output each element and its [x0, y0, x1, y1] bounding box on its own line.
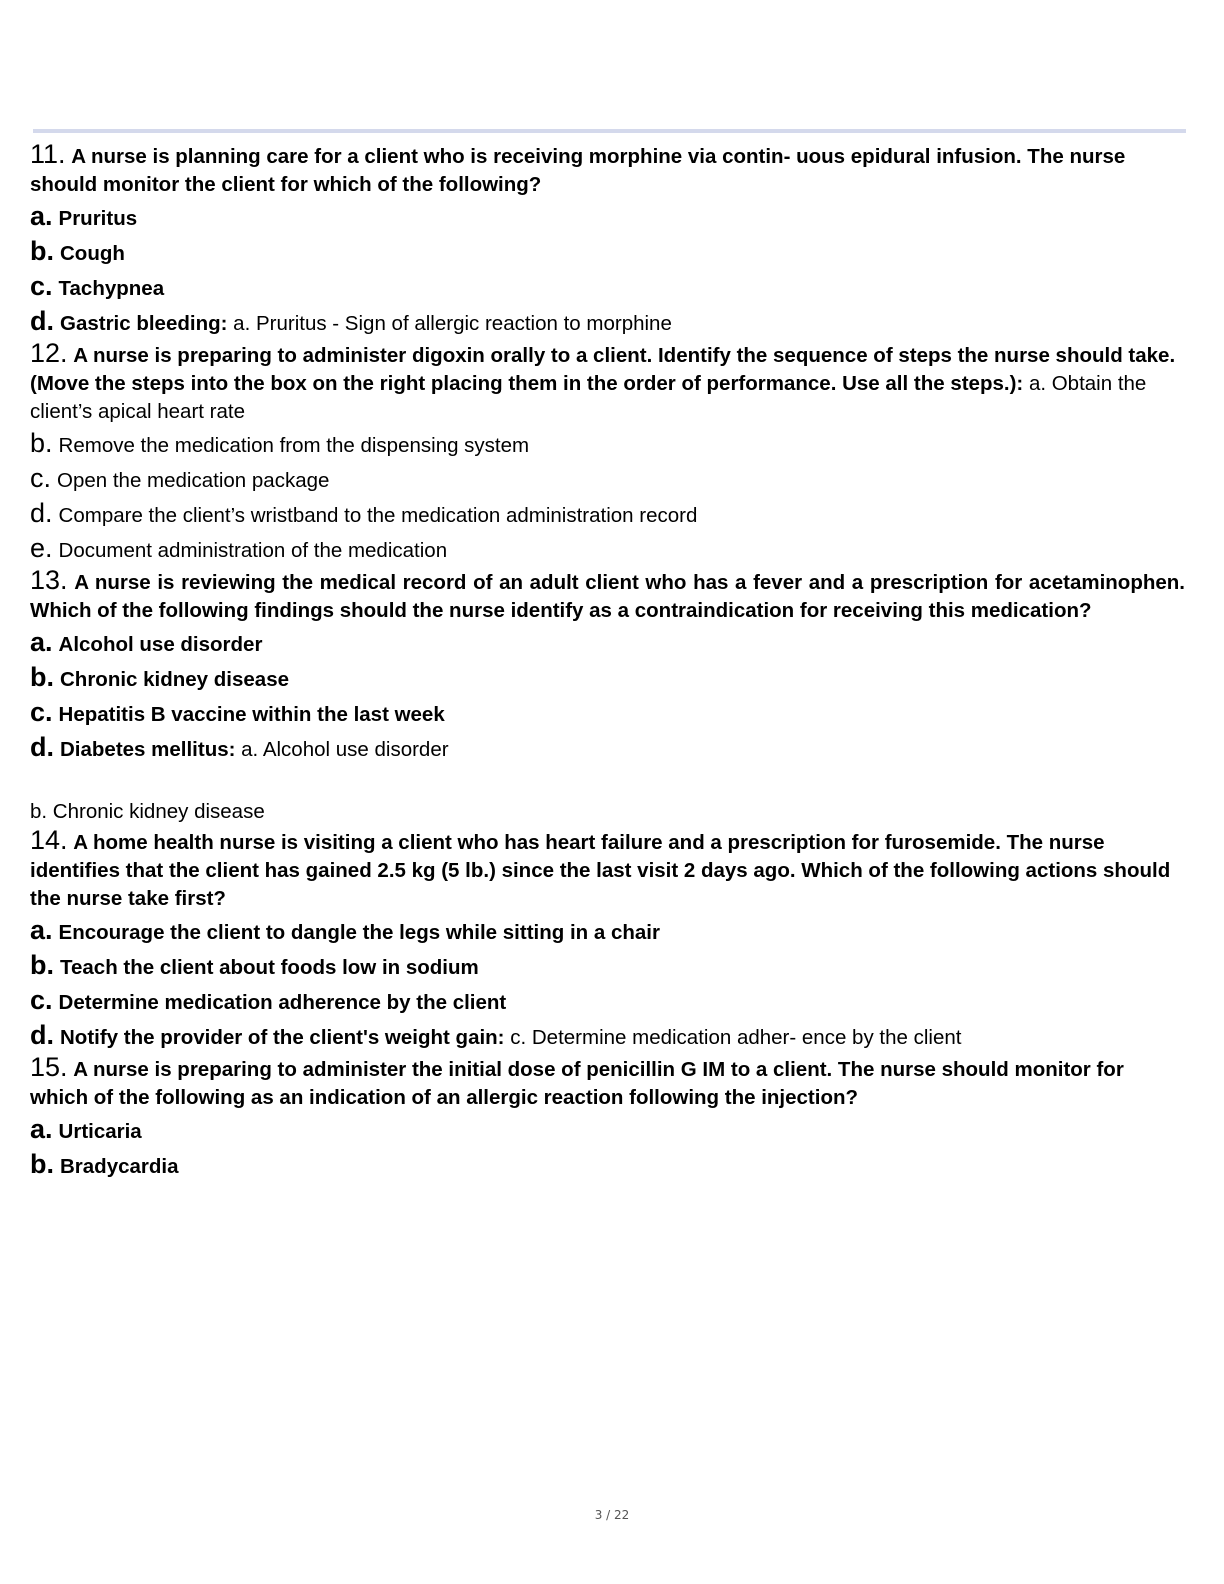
option-letter: d. — [30, 1020, 54, 1050]
question-number: 15. — [30, 1052, 68, 1082]
option-text: Teach the client about foods low in sodium — [60, 956, 479, 979]
answer-text: a. Alcohol use disorder — [241, 738, 449, 761]
question-14 — [30, 826, 1185, 913]
question-number: 12. — [30, 338, 68, 368]
option-d — [30, 730, 1185, 765]
option-c — [30, 269, 1185, 304]
option-letter: d. — [30, 306, 54, 336]
option-text: Cough — [60, 242, 125, 265]
step-text: Document administration of the medication — [58, 539, 448, 562]
option-a — [30, 913, 1185, 948]
option-a — [30, 199, 1185, 234]
step-letter: c. — [30, 463, 52, 493]
option-a — [30, 625, 1185, 660]
option-text: Chronic kidney disease — [60, 668, 290, 691]
question-stem: A home health nurse is visiting a client who has heart failure and a prescription for furosemide. The nurse identifies that the client has gained 2.5 kg (5 lb.) since the last visit 2 days ago. Which of the following actions should the nurse take first? — [30, 831, 1171, 910]
step-letter: d. — [30, 498, 53, 528]
option-letter: d. — [30, 732, 54, 762]
step-c — [30, 461, 1185, 496]
step-b — [30, 426, 1185, 461]
question-15 — [30, 1053, 1185, 1112]
option-c — [30, 695, 1185, 730]
option-b — [30, 234, 1185, 269]
option-b — [30, 1147, 1185, 1182]
option-text: Gastric bleeding: — [60, 312, 228, 335]
option-text: Urticaria — [58, 1120, 142, 1143]
option-b — [30, 660, 1185, 695]
question-number: 14. — [30, 825, 68, 855]
question-stem: A nurse is preparing to administer digoxin orally to a client. Identify the sequence of steps the nurse should take. (Move the steps into the box on the right placing them in the order of performance. Use all the steps.): — [30, 344, 1176, 395]
step-text: Open the medication package — [57, 469, 330, 492]
option-text: Hepatitis B vaccine within the last week — [58, 703, 445, 726]
question-stem: A nurse is preparing to administer the initial dose of penicillin G IM to a client. The nurse should monitor for which of the following as an indication of an allergic reaction following the injection? — [30, 1058, 1124, 1109]
option-letter: b. — [30, 950, 54, 980]
step-d — [30, 496, 1185, 531]
option-d — [30, 304, 1185, 339]
option-c — [30, 983, 1185, 1018]
option-letter: a. — [30, 627, 53, 657]
header-rule — [33, 129, 1186, 133]
step-letter: b. — [30, 428, 53, 458]
option-letter: b. — [30, 662, 54, 692]
option-letter: b. — [30, 236, 54, 266]
option-text: Diabetes mellitus: — [60, 738, 236, 761]
document-body — [30, 140, 1185, 1182]
option-text: Pruritus — [58, 207, 138, 230]
option-text: Alcohol use disorder — [58, 633, 263, 656]
option-text: Determine medication adherence by the client — [58, 991, 507, 1014]
answer-extra: b. Chronic kidney disease — [30, 800, 265, 823]
answer-text: a. Obtain the client’s apical heart rate — [30, 372, 1147, 423]
option-letter: a. — [30, 201, 53, 231]
option-b — [30, 948, 1185, 983]
option-letter: c. — [30, 271, 53, 301]
question-stem: A nurse is reviewing the medical record of an adult client who has a fever and a prescription for acetaminophen. Which of the following findings should the nurse identify as a contraindication for receiving this medication? — [30, 571, 1185, 622]
option-letter: b. — [30, 1149, 54, 1179]
step-e — [30, 531, 1185, 566]
option-text: Encourage the client to dangle the legs while sitting in a chair — [58, 921, 660, 944]
page-indicator: 3 / 22 — [594, 1508, 630, 1522]
option-text: Notify the provider of the client's weight gain: — [60, 1026, 505, 1049]
option-a — [30, 1112, 1185, 1147]
step-letter: e. — [30, 533, 53, 563]
question-number: 13. — [30, 565, 68, 595]
answer-text: c. Determine medication adher- ence by the client — [510, 1026, 962, 1049]
question-13 — [30, 566, 1185, 625]
step-text: Remove the medication from the dispensing system — [58, 434, 530, 457]
answer-text: a. Pruritus - Sign of allergic reaction to morphine — [233, 312, 672, 335]
step-text: Compare the client’s wristband to the medication administration record — [58, 504, 698, 527]
question-11 — [30, 140, 1185, 199]
option-d — [30, 1018, 1185, 1053]
question-12 — [30, 339, 1185, 426]
option-letter: a. — [30, 915, 53, 945]
spacer — [30, 765, 1185, 798]
option-letter: a. — [30, 1114, 53, 1144]
option-text: Bradycardia — [60, 1155, 179, 1178]
option-letter: c. — [30, 985, 53, 1015]
question-number: 11. — [30, 139, 66, 169]
question-stem: A nurse is planning care for a client who is receiving morphine via contin- uous epidural infusion. The nurse should monitor the client for which of the following? — [30, 145, 1126, 196]
option-letter: c. — [30, 697, 53, 727]
option-text: Tachypnea — [58, 277, 165, 300]
